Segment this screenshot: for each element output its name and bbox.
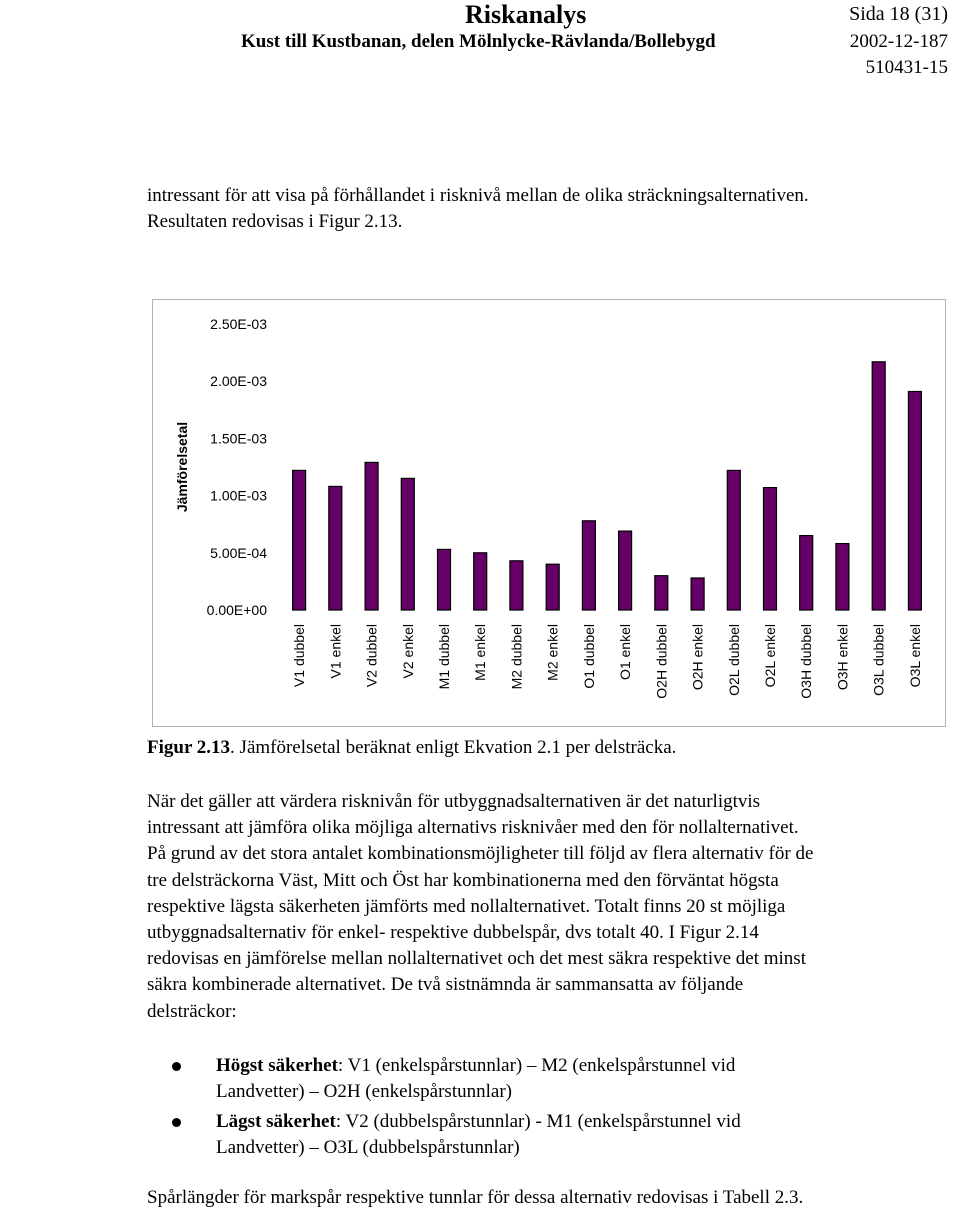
intro-line-1: intressant för att visa på förhållandet i risknivå mellan de olika sträckningsalternativen. [147,185,809,206]
bar [401,478,414,610]
header-date: 2002-12-187 [849,31,948,52]
x-category-label: O1 dubbel [580,624,597,689]
x-category-label: O2L enkel [762,624,778,688]
x-category-label: O1 enkel [617,624,634,681]
bar [691,578,704,610]
bar [474,553,487,610]
bar [727,470,740,610]
header-page-number: Sida 18 (31) [849,3,948,25]
x-category-label: V1 enkel [327,624,344,679]
bar [764,488,777,610]
bullet-text: Landvetter) – O3L (dubbelspårstunnlar) [216,1137,520,1159]
x-category-label: O3H dubbel [798,624,815,699]
x-category-label: M1 dubbel [436,624,452,690]
bar [655,576,668,610]
bar [908,392,921,611]
x-category-label: V1 dubbel [291,624,308,688]
header-title: Riskanalys [465,0,587,29]
bullet-item-highest-safety [170,1053,741,1106]
body-line: intressant att jämföra olika möjliga alternativs risknivåer med den för nollalternativet. [147,817,799,839]
bar [800,536,813,610]
bullet-term: Lägst säkerhet [216,1110,336,1132]
x-category-label: V2 enkel [399,624,416,679]
x-category-label: M2 dubbel [508,624,525,690]
bullet-text: : V2 (dubbelspårstunnlar) - M1 (enkelspårstunnel vid [335,1110,741,1132]
header-document-number: 510431-15 [865,57,948,78]
body-line: När det gäller att värdera risknivån för utbyggnadsalternativen är det naturligtvis [147,791,761,812]
bar [510,561,523,610]
x-category-label: O3L enkel [906,624,923,688]
body-paragraph [147,789,947,1025]
y-tick-label: 1.50E-03 [210,430,267,447]
figure-caption [147,737,676,759]
bullet-text: : V1 (enkelspårstunnlar) – M2 (enkelspårstunnel vid [337,1055,736,1076]
y-tick-label: 2.00E-03 [210,373,267,390]
caption-text: . Jämförelsetal beräknat enligt Ekvation 2.1 per delsträcka. [230,737,677,758]
y-tick-label: 1.00E-03 [210,487,267,504]
body-line: delsträckor: [147,1000,237,1022]
bullet-term: Högst säkerhet [216,1055,338,1076]
bullet-dot-icon [172,1118,181,1127]
body-line: På grund av det stora antalet kombinationsmöjligheter till följd av flera alternativ för de [147,843,814,865]
body-line: säkra kombinerade alternativet. De två sistnämnda är sammansatta av följande [147,974,744,996]
y-tick-label: 2.50E-03 [210,316,267,332]
caption-label: Figur 2.13 [147,737,231,758]
bar [619,531,632,610]
chart-svg [153,300,947,728]
body-line: utbyggnadsalternativ för enkel- respektive dubbelspår, dvs totalt 40. I Figur 2.14 [147,922,759,944]
bar-chart [152,299,946,727]
x-category-label: O3L dubbel [870,624,887,696]
bullet-item-lowest-safety [170,1109,741,1162]
body-line: tre delsträckorna Väst, Mitt och Öst har kombinationerna med den förväntat högsta [147,869,779,891]
x-category-label: M2 enkel [544,624,561,681]
x-category-label: O3H enkel [834,624,851,691]
bar [836,544,849,610]
y-tick-label: 0.00E+00 [206,602,267,618]
bar [582,521,595,610]
y-axis-label: Jämförelsetal [174,421,190,513]
bar [365,462,378,610]
x-category-label: O2H enkel [689,624,706,691]
intro-paragraph [147,183,947,235]
bar [546,564,559,610]
bullet-list [170,1053,741,1165]
y-tick-label: 5.00E-04 [210,544,267,561]
body-line: redovisas en jämförelse mellan nollalternativet och det mest säkra respektive det minst [147,948,806,970]
header-subtitle: Kust till Kustbanan, delen Mölnlycke-Rävlanda/Bollebygd [241,31,716,52]
x-category-label: V2 dubbel [363,624,380,688]
bar [293,470,306,610]
bullet-dot-icon [172,1062,181,1071]
body-line: respektive lägsta säkerheten jämförts med nollalternativet. Totalt finns 20 st möjliga [147,895,786,917]
bullet-text: Landvetter) – O2H (enkelspårstunnlar) [216,1081,512,1103]
intro-line-2: Resultaten redovisas i Figur 2.13. [147,211,403,233]
bar [872,362,885,610]
bar [438,549,451,610]
bar [329,486,342,610]
footer-paragraph: Spårlängder för markspår respektive tunnlar för dessa alternativ redovisas i Tabell 2.3. [147,1187,804,1208]
x-category-label: M1 enkel [472,624,489,681]
x-category-label: O2H dubbel [653,624,670,699]
x-category-label: O2L dubbel [725,624,742,696]
